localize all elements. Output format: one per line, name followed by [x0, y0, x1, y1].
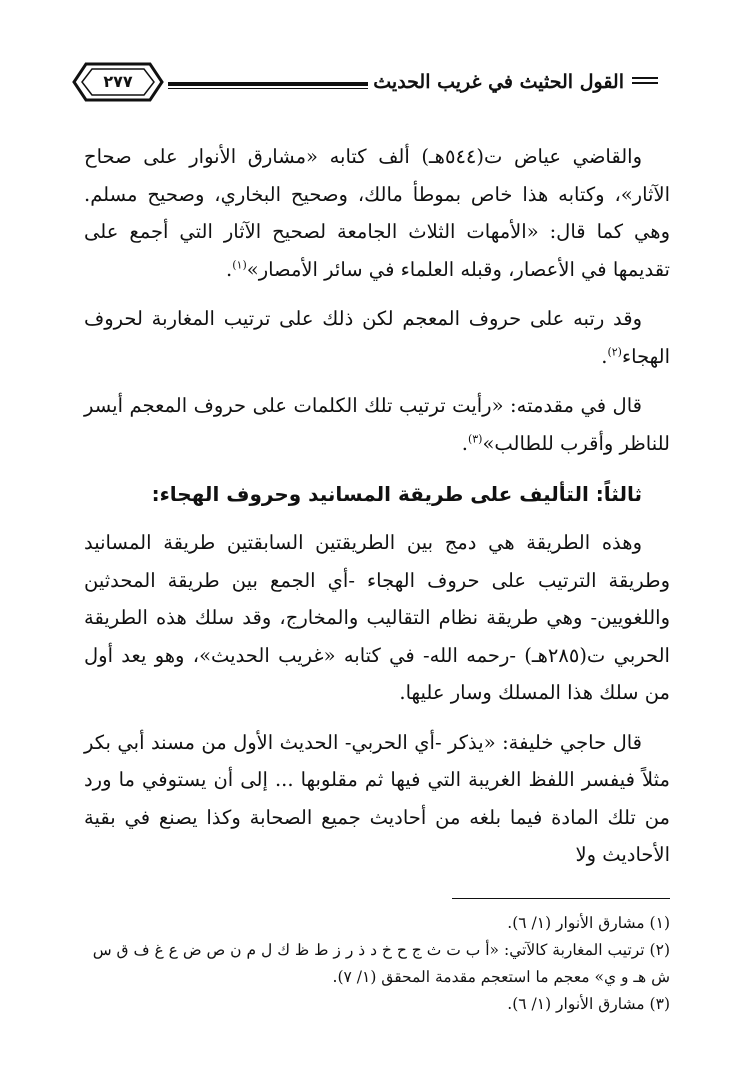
footnote-ref-2[interactable]: (٢) [607, 345, 622, 358]
main-text [84, 138, 670, 886]
footnote-3 [84, 991, 670, 1018]
paragraph-tail: . [601, 344, 608, 368]
header-ornament-bars [632, 77, 658, 87]
page-number: ٢٧٧ [103, 72, 133, 91]
footnote-1 [84, 910, 670, 937]
paragraph-qadi-iyad [84, 138, 670, 288]
header-rule [168, 82, 368, 89]
footnote-ref-1[interactable]: (١) [232, 258, 247, 271]
paragraph-method: وهذه الطريقة هي دمج بين الطريقتين السابقتين طريقة المسانيد وطريقة الترتيب على حروف الهجاء -أي الجمع بين طريقة المحدثين واللغويين- وهي طريقة نظام التقاليب والمخارج، وقد سلك هذه الطريقة الحربي ت(٢٨٥هـ) -رحمه الله- في كتابه «غريب الحديث»، وهو يعد أول من سلك هذا المسلك وسار عليها. [84, 531, 670, 704]
paragraph-haji-khalifa: قال حاجي خليفة: «يذكر -أي الحربي- الحديث الأول من مسند أبي بكر مثلاً فيفسر اللفظ الغريبة التي فيها ثم مقلوبها ... إلى أن يستوفي ما ورد من تلك المادة فيما بلغه من أحاديث جميع الصحابة وكذا يصنع في بقية الأحاديث ولا [84, 730, 670, 866]
footnote-ref-3[interactable]: (٣) [467, 432, 483, 445]
footnote-2 [84, 937, 670, 991]
footnote-separator [452, 898, 670, 899]
running-header [72, 58, 658, 108]
footnote-text: مشارق الأنوار (١/ ٦). [507, 914, 645, 932]
footnote-number: (٢) [649, 941, 670, 959]
paragraph-ordering [84, 300, 670, 375]
footnote-number: (١) [649, 914, 670, 932]
footnotes [84, 910, 670, 1018]
paragraph-text: قال في مقدمته: «رأيت ترتيب تلك الكلمات على حروف المعجم أيسر للناظر وأقرب للطالب» [84, 394, 670, 455]
footnote-number: (٣) [649, 995, 670, 1013]
paragraph-text: وقد رتبه على حروف المعجم لكن ذلك على ترتيب المغاربة لحروف الهجاء [84, 307, 670, 368]
section-heading: ثالثاً: التأليف على طريقة المسانيد وحروف الهجاء: [151, 482, 642, 506]
paragraph-tail: . [226, 257, 233, 281]
footnote-text: ترتيب المغاربة كالآتي: «أ ب ت ث ج ح خ د ذ ر ز ط ظ ك ل م ن ص ض ع غ ف ق س ش هـ و ي» معجم ما استعجم مقدمة المحقق (١/ ٧). [92, 941, 670, 986]
paragraph-text: والقاضي عياض ت(٥٤٤هـ) ألف كتابه «مشارق الأنوار على صحاح الآثار»، وكتابه هذا خاص بموطأ مالك، وصحيح البخاري، وصحيح مسلم. وهي كما قال: «الأمهات الثلاث الجامعة لصحيح الآثار التي أجمع على تقديمها في الأعصار، وقبله العلماء في سائر الأمصار» [84, 145, 670, 281]
page-number-badge [72, 60, 164, 104]
footnote-text: مشارق الأنوار (١/ ٦). [507, 995, 645, 1013]
running-title: القول الحثيث في غريب الحديث [373, 71, 624, 93]
paragraph-tail: . [461, 431, 468, 455]
paragraph-introduction-quote [84, 387, 670, 462]
